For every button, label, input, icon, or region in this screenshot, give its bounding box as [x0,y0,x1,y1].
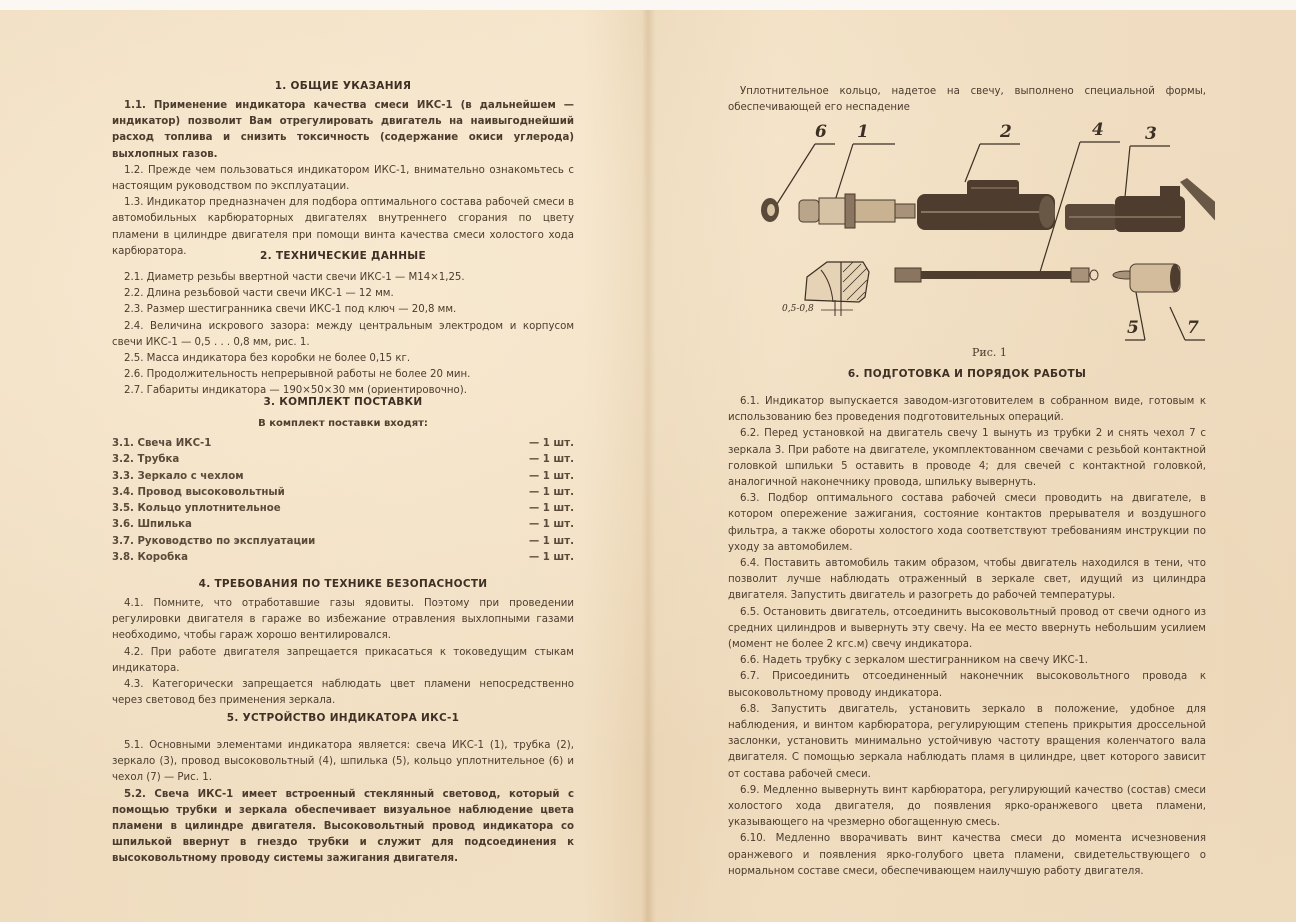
paragraph-4-2: 4.2. При работе двигателя запрещается прикасаться к токоведущим стыкам индикатора. [112,646,574,674]
left-page [112,0,574,914]
section-4-body [112,596,574,709]
section-5-title: 5. УСТРОЙСТВО ИНДИКАТОРА ИКС-1 [226,712,460,724]
paragraph-6-10: 6.10. Медленно вворачивать винт качества смеси до момента исчезновения оранжевого и появления ярко-голубого цвета пламени, свидетельствующего о нормальном составе смеси, обеспечивающем наилучшую работу двигателя. [728,833,1206,877]
figure-caption: Рис. 1 [972,346,1007,359]
kit-item-label: 3.8. Коробка [112,552,188,564]
paragraph-6-6: 6.6. Надеть трубку с зеркалом шестигранником на свечу ИКС-1. [740,655,1088,667]
figure-label-7: 7 [1187,318,1199,338]
kit-item [112,501,574,517]
paragraph-1-1: 1.1. Применение индикатора качества смеси ИКС-1 (в дальнейшем — индикатор) позволит Вам отрегулировать двигатель на наивыгоднейший расход топлива и снизить токсичность (содержание окиси углерода) выхлопных газов. [112,100,574,160]
paragraph-2-5: 2.5. Масса индикатора без коробки не более 0,15 кг. [124,353,411,365]
kit-item-qty: — 1 шт. [529,438,574,449]
paragraph-6-8: 6.8. Запустить двигатель, установить зеркало в положение, удобное для наблюдения, и винтом карбюратора, регулирующим степень прикрытия дроссельной заслонки, установить минимально устойчивую частоту вращения коленчатого вала двигателя. С помощью зеркала наблюдать пламя в цилиндре, цвет которого зависит от состава рабочей смеси. [728,703,1206,780]
kit-item-label: 3.2. Трубка [112,454,180,466]
paragraph-2-3: 2.3. Размер шестигранника свечи ИКС-1 под ключ — 20,8 мм. [124,304,457,316]
kit-item-label: 3.6. Шпилька [112,519,192,531]
paragraph-4-1: 4.1. Помните, что отработавшие газы ядовиты. Поэтому при проведении регулировки двигателя в гараже во избежание отравления выхлопными газами необходимо, чтобы гараж хорошо вентилировался. [112,598,574,642]
section-3-subtitle: В комплект поставки входят: [258,418,428,429]
gap-dimension: 0,5-0,8 [782,304,814,314]
paragraph-6-4: 6.4. Поставить автомобиль таким образом, чтобы двигатель находился в тени, что позволит лучше наблюдать отраженный в зеркале свет, идущий из цилиндра двигателя. Запустить двигатель и разогреть до рабочей температуры. [728,558,1206,602]
kit-item [112,485,574,501]
kit-item-qty: — 1 шт. [529,535,574,547]
section-2-title: 2. ТЕХНИЧЕСКИЕ ДАННЫЕ [260,250,426,262]
kit-item [112,550,574,566]
figure-label-3: 3 [1145,124,1157,144]
paragraph-6-1: 6.1. Индикатор выпускается заводом-изготовителем в собранном виде, готовым к использованию без проведения подготовительных операций. [728,396,1206,424]
kit-item-qty: — 1 шт. [529,552,574,564]
paragraph-1-3: 1.3. Индикатор предназначен для подбора оптимального состава рабочей смеси в автомобильных карбюраторных двигателях внутреннего сгорания по цвету пламени в цилиндре двигателя при помощи винта качества смеси холостого хода карбюратора. [112,197,574,257]
paragraph-2-4: 2.4. Величина искрового зазора: между центральным электродом и корпусом свечи ИКС-1 — 0,5 . . . 0,8 мм, рис. 1. [112,320,574,348]
kit-item-label: 3.7. Руководство по эксплуатации [112,535,316,547]
paragraph-2-2: 2.2. Длина резьбовой части свечи ИКС-1 — 12 мм. [124,288,394,300]
kit-item-qty: — 1 шт. [529,470,574,482]
figure-label-6: 6 [815,122,827,142]
section-4-title: 4. ТРЕБОВАНИЯ ПО ТЕХНИКЕ БЕЗОПАСНОСТИ [198,578,488,590]
section-2-body [112,270,574,400]
paragraph-1-2: 1.2. Прежде чем пользоваться индикатором ИКС-1, внимательно ознакомьтесь с настоящим руководством по эксплуатации. [112,164,574,193]
kit-item-qty: — 1 шт. [529,454,574,466]
paragraph-2-1: 2.1. Диаметр резьбы ввертной части свечи ИКС-1 — М14×1,25. [124,272,465,283]
paragraph-5-2: 5.2. Свеча ИКС-1 имеет встроенный стеклянный световод, который с помощью трубки и зеркала обеспечивает визуальное наблюдение цвета пламени в цилиндре двигателя. Высоковольтный провод индикатора со шпилькой ввернут в гнездо трубки и служит для подсоединения к высоковольтному проводу системы зажигания двигателя. [112,788,574,865]
figure-label-4: 4 [1092,120,1104,140]
figure-1 [735,112,1215,370]
paragraph-6-7: 6.7. Присоединить отсоединенный наконечник высоковольтного провода к высоковольтному проводу индикатора. [728,671,1206,699]
paragraph-6-9: 6.9. Медленно вывернуть винт карбюратора, регулирующий качество (состав) смеси холостого хода двигателя, до появления ярко-оранжевого цвета пламени, указывающего на чрезмерно обогащенную смесь. [728,784,1206,829]
figure-label-5: 5 [1127,318,1139,338]
kit-item-label: 3.5. Кольцо уплотнительное [112,503,281,515]
kit-item-qty: — 1 шт. [529,486,574,498]
kit-item-label: 3.4. Провод высоковольтный [112,486,285,498]
paragraph-5-1: 5.1. Основными элементами индикатора является: свеча ИКС-1 (1), трубка (2), зеркало (3), провод высоковольтный (4), шпилька (5), кольцо уплотнительное (6) и чехол (7) — Рис. 1. [112,740,574,784]
kit-list [112,436,574,566]
section-1-body [112,98,574,260]
kit-item [112,436,574,452]
section-6-title: 6. ПОДГОТОВКА И ПОРЯДОК РАБОТЫ [847,368,1087,380]
paragraph-4-3: 4.3. Категорически запрещается наблюдать цвет пламени непосредственно через световод без применения зеркала. [112,679,574,707]
kit-item [112,452,574,468]
figure-label-1: 1 [857,122,869,142]
paragraph-6-5: 6.5. Остановить двигатель, отсоединить высоковольтный провод от свечи одного из средних цилиндров и вывернуть эту свечу. На ее место ввернуть небольшим усилием (момент не более 2 кгс.м) свечу индикатора. [728,606,1206,651]
section-3-title: 3. КОМПЛЕКТ ПОСТАВКИ [263,396,423,408]
kit-item [112,469,574,485]
intro-paragraph: Уплотнительное кольцо, надетое на свечу, выполнено специальной формы, обеспечивающей его неспадение [728,86,1206,114]
paragraph-2-6: 2.6. Продолжительность непрерывной работы не более 20 мин. [124,369,471,381]
paragraph-6-2: 6.2. Перед установкой на двигатель свечу 1 вынуть из трубки 2 и снять чехол 7 с зеркала 3. При работе на двигателе, укомплектованном свечами с резьбой контактной головкой шпильки 5 оставить в проводе 4; для свечей с контактной головкой, аналогичной наконечнику провода, шпильку вывернуть. [728,428,1206,489]
paragraph-6-3: 6.3. Подбор оптимального состава рабочей смеси проводить на двигателе, в котором опережение зажигания, состояние контактов прерывателя и воздушного фильтра, а также обороты холостого хода соответствуют требованиям инструкции по уходу за автомобилем. [728,493,1206,553]
kit-item-qty: — 1 шт. [529,503,574,515]
kit-item-label: 3.3. Зеркало с чехлом [112,470,244,482]
indicator-exploded-drawing [735,112,1215,370]
figure-label-2: 2 [1000,122,1012,142]
kit-item-label: 3.1. Свеча ИКС-1 [112,438,212,449]
kit-item [112,534,574,550]
kit-item [112,517,574,533]
kit-item-qty: — 1 шт. [529,519,574,531]
paragraph-2-7: 2.7. Габариты индикатора — 190×50×30 мм (ориентировочно). [124,385,467,397]
section-1-title: 1. ОБЩИЕ УКАЗАНИЯ [274,80,412,92]
section-5-body [112,738,574,868]
